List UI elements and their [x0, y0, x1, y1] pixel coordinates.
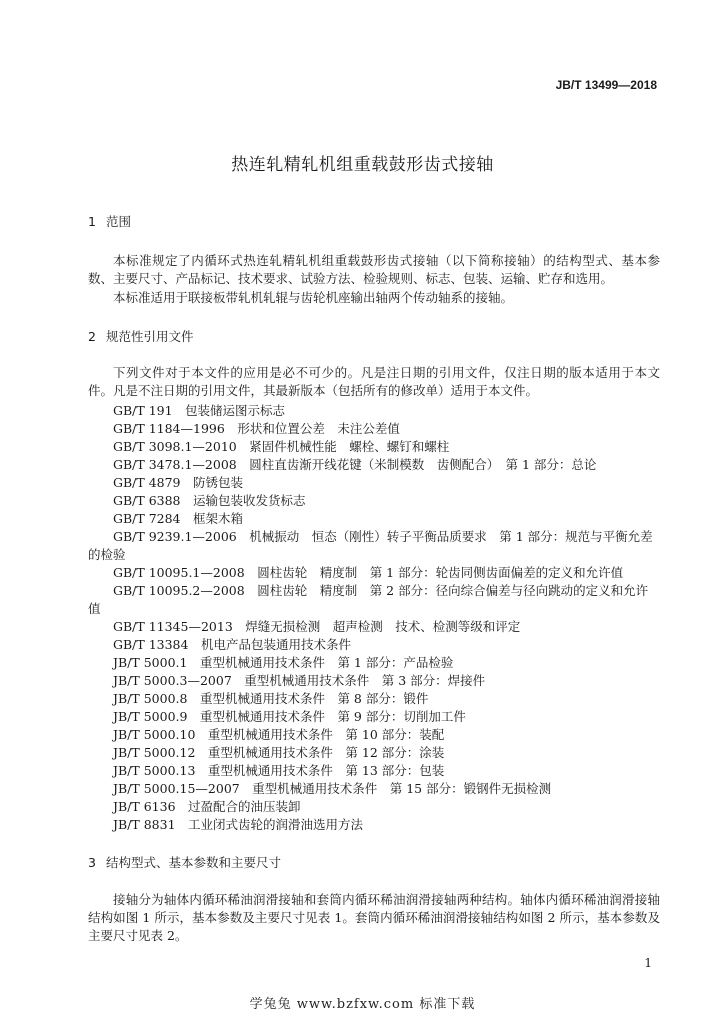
- reference-item: JB/T 5000.3—2007 重型机械通用技术条件 第 3 部分：焊接件: [113, 673, 486, 688]
- reference-item: GB/T 10095.1—2008 圆柱齿轮 精度制 第 1 部分：轮齿同侧齿面偏差的定义和允许值: [113, 565, 624, 580]
- reference-item: JB/T 5000.12 重型机械通用技术条件 第 12 部分：涂装: [113, 745, 445, 760]
- section-title: 范围: [106, 214, 132, 229]
- section-1-paragraph-2: 本标准适用于联接板带轧机轧辊与齿轮机座输出轴两个传动轴系的接轴。: [113, 290, 514, 305]
- reference-item: GB/T 3098.1—2010 紧固件机械性能 螺栓、螺钉和螺柱: [113, 439, 450, 454]
- section-title: 结构型式、基本参数和主要尺寸: [106, 855, 282, 870]
- reference-list: [88, 402, 660, 834]
- reference-item: JB/T 6136 过盈配合的油压装卸: [113, 799, 301, 814]
- reference-item: JB/T 8831 工业闭式齿轮的润滑油选用方法: [113, 817, 364, 832]
- reference-item: JB/T 5000.13 重型机械通用技术条件 第 13 部分：包装: [113, 763, 445, 778]
- reference-item: GB/T 11345—2013 焊缝无损检测 超声检测 技术、检测等级和评定: [113, 619, 521, 634]
- reference-item: JB/T 5000.9 重型机械通用技术条件 第 9 部分：切削加工件: [113, 709, 466, 724]
- page-number: 1: [644, 956, 652, 970]
- reference-item: GB/T 6388 运输包装收发货标志: [113, 493, 306, 508]
- standard-number: JB/T 13499—2018: [555, 78, 657, 92]
- reference-item: GB/T 191 包装储运图示标志: [113, 403, 286, 418]
- reference-item: GB/T 4879 防锈包装: [113, 475, 244, 490]
- reference-item: GB/T 7284 框架木箱: [113, 511, 244, 526]
- section-3-heading: [88, 853, 281, 871]
- reference-item: GB/T 1184—1996 形状和位置公差 未注公差值: [113, 421, 400, 436]
- reference-item: GB/T 3478.1—2008 圆柱直齿渐开线花键（米制模数 齿侧配合） 第 1 部分：总论: [113, 457, 597, 472]
- section-3-paragraph: 接轴分为轴体内循环稀油润滑接轴和套筒内循环稀油润滑接轴两种结构。轴体内循环稀油润滑接轴结构如图 1 所示，基本参数及主要尺寸见表 1。套筒内循环稀油润滑接轴结构如图 2 所示，基本参数及主要尺寸见表 2。: [88, 892, 660, 943]
- section-2-heading: [88, 327, 194, 345]
- section-1-heading: [88, 212, 131, 230]
- section-number: 2: [88, 329, 96, 344]
- reference-item: GB/T 13384 机电产品包装通用技术条件: [113, 637, 351, 652]
- document-title: 热连轧精轧机组重载鼓形齿式接轴: [231, 155, 494, 175]
- reference-item: GB/T 10095.2—2008 圆柱齿轮 精度制 第 2 部分：径向综合偏差与径向跳动的定义和允许值: [88, 583, 649, 616]
- section-title: 规范性引用文件: [106, 329, 194, 344]
- section-number: 1: [88, 214, 96, 229]
- reference-item: JB/T 5000.8 重型机械通用技术条件 第 8 部分：锻件: [113, 691, 429, 706]
- section-1-paragraph-1: 本标准规定了内循环式热连轧精轧机组重载鼓形齿式接轴（以下简称接轴）的结构型式、基本参数、主要尺寸、产品标记、技术要求、试验方法、检验规则、标志、包装、运输、贮存和选用。: [88, 253, 660, 286]
- reference-item: GB/T 9239.1—2006 机械振动 恒态（刚性）转子平衡品质要求 第 1 部分：规范与平衡允差的检验: [88, 529, 653, 562]
- reference-item: JB/T 5000.1 重型机械通用技术条件 第 1 部分：产品检验: [113, 655, 454, 670]
- footer-watermark: 学兔兔 www.bzfxw.com 标准下载: [249, 997, 476, 1012]
- section-2-intro: 下列文件对于本文件的应用是必不可少的。凡是注日期的引用文件，仅注日期的版本适用于本文件。凡是不注日期的引用文件，其最新版本（包括所有的修改单）适用于本文件。: [88, 365, 660, 398]
- reference-item: JB/T 5000.10 重型机械通用技术条件 第 10 部分：装配: [113, 727, 445, 742]
- section-number: 3: [88, 855, 96, 870]
- reference-item: JB/T 5000.15—2007 重型机械通用技术条件 第 15 部分：锻钢件无损检测: [113, 781, 552, 796]
